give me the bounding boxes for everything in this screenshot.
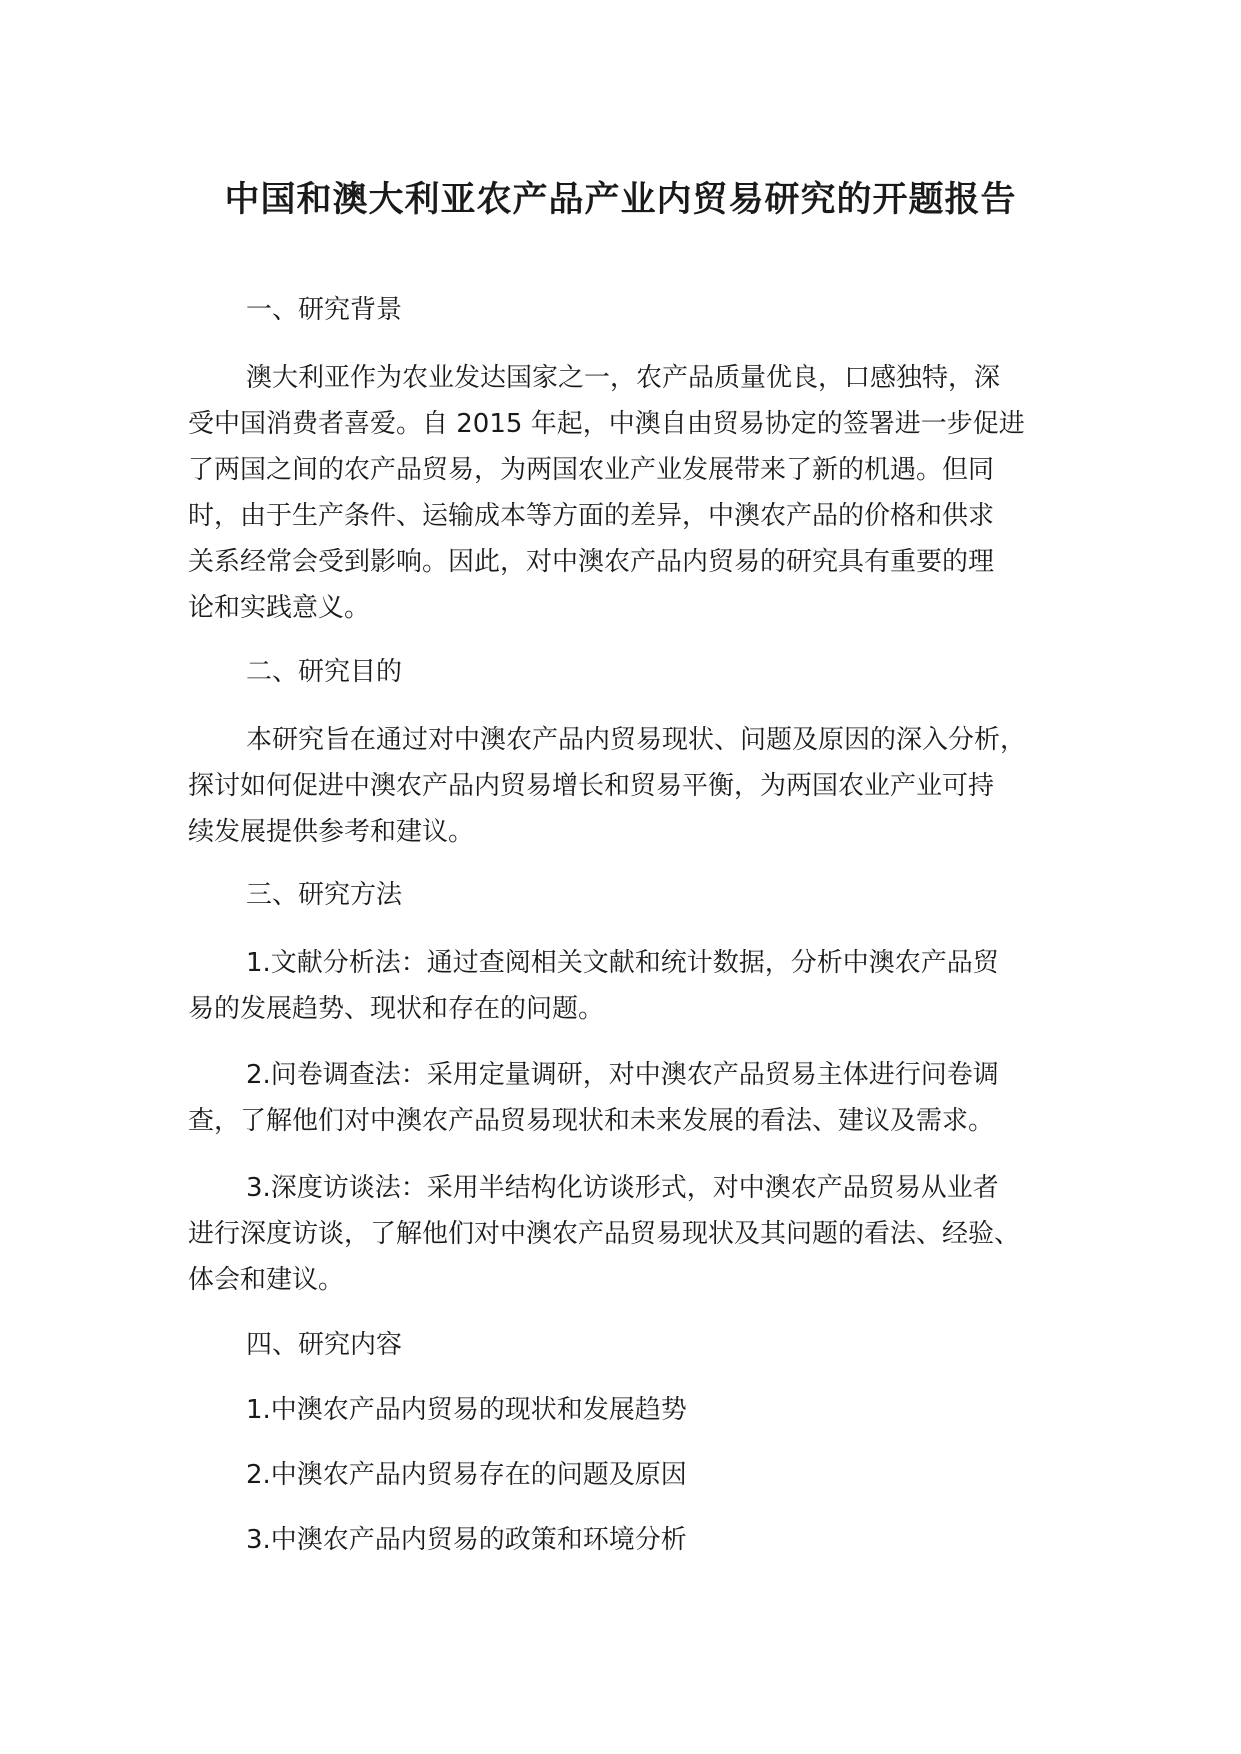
paragraph-line: 了两国之间的农产品贸易，为两国农业产业发展带来了新的机遇。但同 — [188, 455, 995, 485]
paragraph-line: 3.深度访谈法：采用半结构化访谈形式，对中澳农产品贸易从业者 — [246, 1173, 999, 1203]
paragraph-line: 进行深度访谈，了解他们对中澳农产品贸易现状及其问题的看法、经验、 — [188, 1219, 1021, 1249]
paragraph-background — [188, 355, 1025, 631]
paragraph-line: 体会和建议。 — [188, 1265, 345, 1295]
paragraph-purpose — [188, 717, 1026, 855]
document-title: 中国和澳大利亚农产品产业内贸易研究的开题报告 — [224, 180, 1017, 220]
list-item: 2.中澳农产品内贸易存在的问题及原因 — [246, 1460, 687, 1490]
paragraph-line: 时，由于生产条件、运输成本等方面的差异，中澳农产品的价格和供求 — [188, 501, 995, 531]
list-item: 3.中澳农产品内贸易的政策和环境分析 — [246, 1525, 687, 1555]
paragraph-line: 论和实践意义。 — [188, 593, 371, 623]
list-item: 1.中澳农产品内贸易的现状和发展趋势 — [246, 1395, 687, 1425]
section-heading-background: 一、研究背景 — [246, 295, 403, 325]
paragraph-line: 查，了解他们对中澳农产品贸易现状和未来发展的看法、建议及需求。 — [188, 1106, 995, 1136]
paragraph-line: 澳大利亚作为农业发达国家之一，农产品质量优良，口感独特，深 — [246, 363, 1001, 393]
paragraph-line: 关系经常会受到影响。因此，对中澳农产品内贸易的研究具有重要的理 — [188, 547, 995, 577]
paragraph-line: 易的发展趋势、现状和存在的问题。 — [188, 994, 605, 1024]
section-heading-methods: 三、研究方法 — [246, 880, 403, 910]
paragraph-line: 1.文献分析法：通过查阅相关文献和统计数据，分析中澳农产品贸 — [246, 948, 999, 978]
paragraph-method-interview — [188, 1165, 1020, 1303]
paragraph-line: 受中国消费者喜爱。自 2015 年起，中澳自由贸易协定的签署进一步促进 — [188, 409, 1025, 439]
paragraph-line: 续发展提供参考和建议。 — [188, 817, 475, 847]
section-heading-purpose: 二、研究目的 — [246, 657, 403, 687]
paragraph-line: 2.问卷调查法：采用定量调研，对中澳农产品贸易主体进行问卷调 — [246, 1060, 999, 1090]
paragraph-method-survey — [188, 1052, 999, 1144]
paragraph-line: 探讨如何促进中澳农产品内贸易增长和贸易平衡，为两国农业产业可持 — [188, 771, 995, 801]
section-heading-content: 四、研究内容 — [246, 1330, 403, 1360]
paragraph-line: 本研究旨在通过对中澳农产品内贸易现状、问题及原因的深入分析， — [246, 725, 1027, 755]
paragraph-method-literature — [188, 940, 999, 1032]
